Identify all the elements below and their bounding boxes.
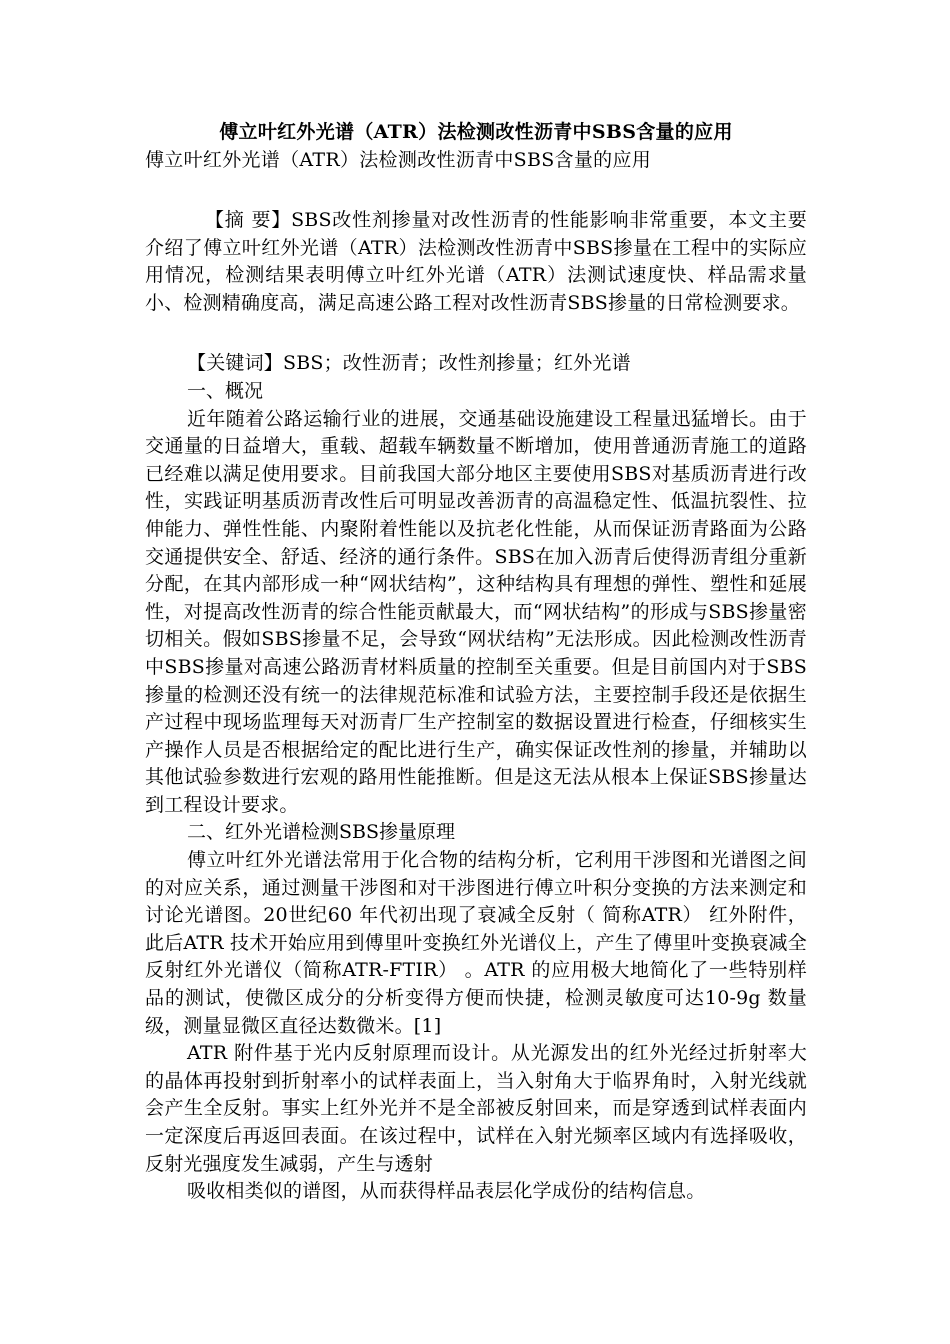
spacer: [145, 174, 807, 207]
document-title: 傅立叶红外光谱（ATR）法检测改性沥青中SBS含量的应用: [219, 121, 733, 143]
body-paragraph: 傅立叶红外光谱法常用于化合物的结构分析，它利用干涉图和光谱图之间的对应关系，通过测量干涉图和对干涉图进行傅立叶积分变换的方法来测定和讨论光谱图。20世纪60 年代初出现了衰减全反射（ 简称ATR） 红外附件，此后ATR 技术开始应用到傅里叶变换红外光谱仪上，产生了傅里叶变换衰减全反射红外光谱仪（简称ATR-FTIR） 。ATR 的应用极大地简化了一些特别样品的测试，使微区成分的分析变得方便而快捷，检测灵敏度可达10-9g 数量级，测量显微区直径达数微米。[1]: [145, 849, 807, 1037]
section-heading-principle: 二、红外光谱检测SBS掺量原理: [187, 821, 455, 844]
keywords-paragraph: 【关键词】SBS；改性沥青；改性剂掺量；红外光谱: [187, 352, 631, 375]
body-paragraph: 吸收相类似的谱图，从而获得样品表层化学成份的结构信息。: [187, 1180, 706, 1203]
document-page: [145, 118, 807, 1206]
spacer: [145, 317, 807, 350]
document-subtitle: 傅立叶红外光谱（ATR）法检测改性沥青中SBS含量的应用: [145, 149, 652, 171]
body-paragraph: 近年随着公路运输行业的进展，交通基础设施建设工程量迅猛增长。由于交通量的日益增大，重载、超载车辆数量不断增加，使用普通沥青施工的道路已经难以满足使用要求。目前我国大部分地区主要使用SBS对基质沥青进行改性，实践证明基质沥青改性后可明显改善沥青的高温稳定性、低温抗裂性、拉伸能力、弹性性能、内聚附着性能以及抗老化性能，从而保证沥青路面为公路交通提供安全、舒适、经济的通行条件。SBS在加入沥青后使得沥青组分重新分配，在其内部形成一种“网状结构”，这种结构具有理想的弹性、塑性和延展性，对提高改性沥青的综合性能贡献最大，而“网状结构”的形成与SBS掺量密切相关。假如SBS掺量不足，会导致“网状结构”无法形成。因此检测改性沥青中SBS掺量对高速公路沥青材料质量的控制至关重要。但是目前国内对于SBS掺量的检测还没有统一的法律规范标准和试验方法，主要控制手段还是依据生产过程中现场监理每天对沥青厂生产控制室的数据设置进行检查，仔细核实生产操作人员是否根据给定的配比进行生产，确实保证改性剂的掺量，并辅助以其他试验参数进行宏观的路用性能推断。但是这无法从根本上保证SBS掺量达到工程设计要求。: [145, 407, 807, 816]
body-paragraph: ATR 附件基于光内反射原理而设计。从光源发出的红外光经过折射率大的晶体再投射到折射率小的试样表面上，当入射角大于临界角时，入射光线就会产生全反射。事实上红外光并不是全部被反射回来，而是穿透到试样表面内一定深度后再返回表面。在该过程中，试样在入射光频率区域内有选择吸收，反射光强度发生减弱，产生与透射: [145, 1042, 807, 1175]
abstract-paragraph: 【摘 要】SBS改性剂掺量对改性沥青的性能影响非常重要，本文主要介绍了傅立叶红外光谱（ATR）法检测改性沥青中SBS掺量在工程中的实际应用情况，检测结果表明傅立叶红外光谱（ATR）法测试速度快、样品需求量小、检测精确度高，满足高速公路工程对改性沥青SBS掺量的日常检测要求。: [145, 209, 807, 314]
section-heading-overview: 一、概况: [187, 379, 264, 402]
